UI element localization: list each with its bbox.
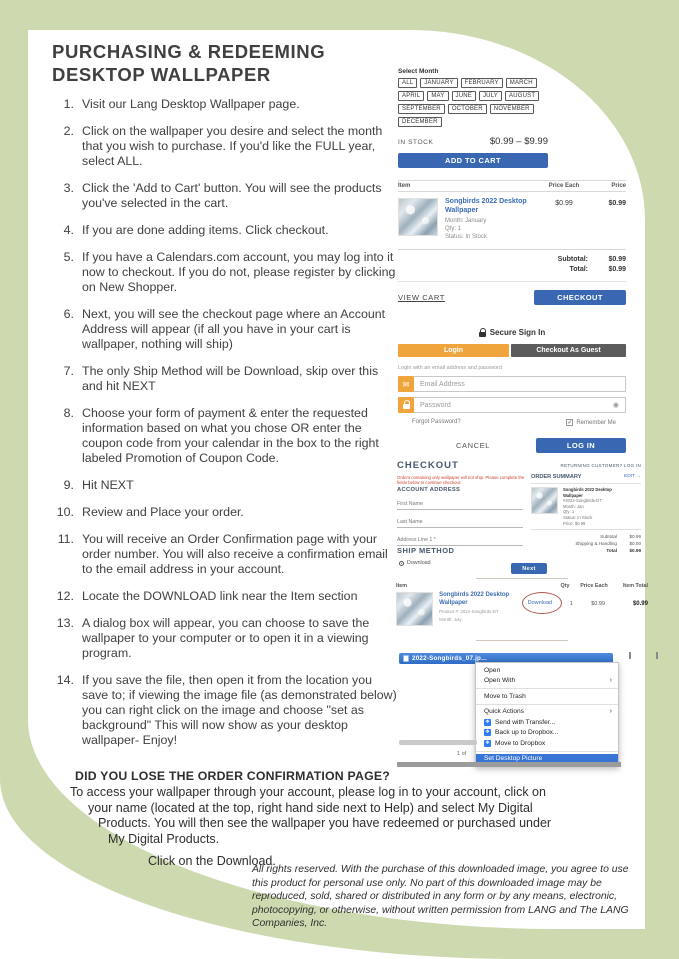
cart-header-item: Item [398, 183, 411, 189]
order-summary-label: ORDER SUMMARY [531, 474, 582, 480]
column-mark [629, 652, 631, 659]
divider [531, 529, 641, 530]
cart-item-info [438, 198, 540, 241]
step-text: A dialog box will appear, you can choose to save the wallpaper to your computer or to open it in a viewing program. [82, 616, 370, 660]
step-9 [52, 478, 399, 493]
step-10 [52, 505, 399, 520]
menu-item-label: Send with Transfer... [495, 718, 556, 726]
forgot-remember-row [398, 419, 626, 426]
legal-text: All rights reserved. With the purchase of this downloaded image, you agree to use this product for personal use only. No part of this downloaded image may be reproduced, sold, shared or distributed in any form or by any means, electronic, photocopying, or otherwise, without written permission from LANG and The LANG Companies, Inc. [252, 864, 629, 929]
order-download-widget [396, 578, 648, 641]
file-icon [403, 655, 409, 662]
order-header-item: Item [396, 583, 408, 589]
summary-subtotal-label: Subtotal [600, 534, 617, 540]
step-text: Next, you will see the checkout page where an Account Address will appear (if all you have in your cart is wallpaper, nothing will ship) [82, 307, 386, 351]
remember-me [566, 419, 616, 426]
instructions-column [52, 40, 399, 760]
month-button-september[interactable]: SEPTEMBER [398, 104, 445, 114]
password-field[interactable] [414, 397, 626, 413]
download-radio-label: Download [407, 560, 431, 566]
month-button-july[interactable]: JULY [479, 91, 502, 101]
product-thumbnail [396, 592, 433, 626]
step-text: Review and Place your order. [82, 505, 244, 519]
menu-item-quick-actions[interactable] [476, 707, 618, 718]
account-address-label: ACCOUNT ADDRESS [397, 487, 461, 493]
month-button-january[interactable]: JANUARY [420, 78, 457, 88]
menu-separator [476, 751, 618, 752]
signin-helper-text: Login with an email address and password [398, 365, 502, 371]
step-number: 2. [63, 124, 74, 138]
month-button-november[interactable]: NOVEMBER [490, 104, 534, 114]
download-link[interactable]: Download [527, 600, 553, 606]
month-button-october[interactable]: OCTOBER [448, 104, 487, 114]
menu-item-label: Open [484, 666, 501, 674]
product-thumbnail [398, 198, 438, 236]
product-name-link[interactable]: Songbirds 2022 Desktop Wallpaper [445, 198, 527, 214]
summary-total-value: $0.99 [629, 548, 641, 554]
step-number: 4. [63, 223, 74, 237]
download-cell [519, 592, 562, 626]
horizontal-scrollbar[interactable] [399, 740, 477, 745]
secure-signin-header [398, 328, 626, 337]
window-bottom-bar [397, 762, 621, 767]
step-number: 10. [56, 505, 74, 519]
month-button-august[interactable]: AUGUST [505, 91, 539, 101]
order-qty: 1 [569, 601, 573, 607]
product-name-link[interactable]: Songbirds 2022 Desktop Wallpaper [439, 592, 510, 606]
summary-total-label: Total [606, 548, 617, 554]
summary-qty: Qty: 1 [563, 509, 575, 515]
summary-subtotal-value: $0.99 [629, 534, 641, 540]
price-range: $0.99 – $9.99 [489, 136, 548, 147]
step-number: 9. [63, 478, 74, 492]
divider [531, 483, 641, 484]
cart-footer [398, 281, 626, 305]
total-label: Total: [569, 266, 588, 273]
menu-item-open-with[interactable] [476, 676, 618, 687]
ship-method-option [399, 560, 431, 566]
product-month: Month: January [445, 218, 487, 224]
step-12 [52, 589, 399, 604]
cart-item-row [398, 192, 626, 249]
login-button[interactable]: LOG IN [536, 438, 626, 453]
month-button-may[interactable]: MAY [427, 91, 448, 101]
lost-line1: To access your wallpaper through your account, please log in to your account, click on [70, 785, 546, 799]
menu-item-move-to-trash[interactable] [476, 691, 618, 702]
product-thumbnail [531, 487, 558, 514]
summary-shipping-value: $0.00 [629, 541, 641, 547]
month-button-march[interactable]: MARCH [506, 78, 537, 88]
step-number: 8. [63, 406, 74, 420]
address-line1-placeholder: Address Line 1 * [397, 537, 436, 543]
lost-heading: DID YOU LOSE THE ORDER CONFIRMATION PAGE? [75, 769, 390, 783]
show-password-icon[interactable]: ◉ [612, 402, 619, 409]
first-name-placeholder: First Name [397, 501, 423, 507]
stock-price-row [398, 136, 548, 147]
total-value: $0.99 [608, 266, 626, 273]
step-text: Hit NEXT [82, 478, 134, 492]
order-price-each: $0.99 [591, 601, 605, 607]
lost-line3: Products. You will then see the wallpaper you have redeemed or purchased under [98, 816, 552, 830]
step-number: 11. [57, 532, 74, 546]
cart-price-each: $0.99 [555, 200, 573, 207]
step-13 [52, 616, 399, 661]
month-button-december[interactable]: DECEMBER [398, 117, 442, 127]
menu-item-label: Set Desktop Picture [484, 755, 543, 763]
summary-subtotal-row [531, 533, 641, 540]
lost-line4: My Digital Products. [108, 831, 220, 846]
step-text: Visit our Lang Desktop Wallpaper page. [82, 97, 300, 111]
email-field[interactable] [414, 376, 626, 392]
summary-name-line1: Songbirds 2022 Desktop [563, 487, 612, 492]
menu-item-open[interactable] [476, 665, 618, 676]
checkout-button[interactable]: CHECKOUT [534, 290, 626, 305]
divider [476, 640, 568, 641]
product-status: Status: In Stock [445, 234, 488, 240]
dropbox-icon: ❖ [485, 739, 490, 746]
step-11 [52, 532, 399, 577]
cart-price: $0.99 [608, 200, 626, 207]
order-header-price-each: Price Each [580, 583, 608, 589]
file-name: 2022-Songbirds_07.jp... [412, 655, 487, 662]
order-item-info [433, 592, 518, 626]
summary-total-row [531, 547, 641, 554]
checkout-note: Orders containing only wallpaper will not ship. Please complete the fields below to continue checkout. [397, 475, 525, 486]
step-number: 3. [63, 181, 74, 195]
cancel-button[interactable]: CANCEL [456, 441, 491, 450]
step-8 [52, 406, 399, 466]
divider [476, 578, 568, 579]
subtotal-label: Subtotal: [557, 256, 588, 263]
step-text: Click the 'Add to Cart' button. You will see the products you've selected in the cart. [82, 181, 382, 210]
menu-item-back-up-to-dropbox[interactable] [476, 728, 618, 739]
step-text: Click on the wallpaper you desire and select the month that you wish to purchase. If you'd like the FULL year, select ALL. [82, 124, 383, 168]
lost-cta: Click on the Download. [148, 854, 276, 868]
summary-name-line2: Wallpaper [563, 492, 583, 498]
page-title [52, 40, 399, 86]
step-7 [52, 364, 399, 394]
step-1 [52, 97, 399, 112]
context-menu [475, 662, 619, 767]
product-month-widget [398, 68, 562, 168]
checkout-widget [397, 460, 641, 578]
order-summary-lines [558, 487, 612, 526]
month-button-april[interactable]: APRIL [398, 91, 424, 101]
step-number: 14. [56, 673, 74, 687]
menu-separator [476, 688, 618, 689]
step-5 [52, 250, 399, 295]
lost-line2: your name (located at the top, right hand side next to Help) and select My Digital [88, 800, 533, 815]
download-radio[interactable] [399, 561, 404, 566]
cart-widget [398, 180, 626, 305]
step-14 [52, 673, 399, 748]
file-count: 1 of [457, 751, 467, 757]
product-month: Month: July [439, 617, 462, 622]
page-title-line2: DESKTOP WALLPAPER [52, 64, 271, 85]
password-lock-icon [398, 397, 414, 413]
submenu-arrow-icon: › [609, 708, 612, 716]
dropbox-icon: ❖ [485, 718, 490, 725]
returning-customer-link[interactable]: RETURNING CUSTOMER? LOG IN [560, 463, 641, 468]
finder-widget [397, 650, 663, 768]
remember-me-label: Remember Me [576, 419, 616, 426]
submenu-arrow-icon: › [609, 677, 612, 685]
menu-separator [476, 704, 618, 705]
step-text: Choose your form of payment & enter the requested information based on what you chose OR enter the coupon code from your calendar in the box to the right labeled Promotion of Coupon Code. [82, 406, 379, 465]
forgot-password-link[interactable]: Forgot Password? [412, 419, 461, 425]
order-header-item-total: Item Total [622, 583, 648, 589]
stock-status: IN STOCK [398, 139, 434, 146]
summary-month: Month: Jan [563, 503, 584, 509]
signin-tabs [398, 344, 626, 357]
order-header-row [396, 583, 648, 589]
add-to-cart-button[interactable]: ADD TO CART [398, 153, 548, 168]
summary-status: Status: In Stock [563, 514, 593, 520]
subtotal-row [398, 255, 626, 265]
ship-method-label: SHIP METHOD [397, 546, 455, 555]
product-number: Product #: 2022-Songbirds-DT [439, 609, 499, 614]
order-summary-product [531, 487, 641, 526]
column-mark [656, 652, 658, 659]
secure-signin-title: Secure Sign In [489, 328, 546, 337]
select-month-label: Select Month [398, 68, 439, 75]
month-button-june[interactable]: JUNE [452, 91, 476, 101]
order-summary-header [531, 474, 641, 480]
menu-item-label: Move to Dropbox [495, 739, 546, 747]
order-header-qty: Qty [560, 583, 570, 589]
summary-price: Price: $0.99 [563, 520, 586, 526]
step-number: 7. [63, 364, 74, 378]
signin-footer [398, 438, 626, 453]
first-name-field[interactable] [397, 497, 523, 510]
step-number: 13. [56, 616, 74, 630]
menu-item-label: Open With [484, 677, 516, 685]
step-text: If you are done adding items. Click checkout. [82, 223, 329, 237]
next-button[interactable]: Next [511, 563, 547, 574]
step-number: 1. [63, 97, 74, 111]
menu-item-label: Quick Actions [484, 708, 524, 716]
month-button-group [398, 78, 562, 127]
product-qty: Qty: 1 [445, 226, 462, 232]
summary-shipping-label: Shipping & Handling [575, 541, 617, 547]
view-cart-link[interactable]: VIEW CART [398, 293, 445, 302]
step-4 [52, 223, 399, 238]
summary-product-no: #2022-Songbirds-DT [563, 498, 602, 504]
step-6 [52, 307, 399, 352]
month-button-all[interactable]: ALL [398, 78, 417, 88]
email-placeholder: Email Address [420, 380, 465, 388]
signin-widget [398, 328, 626, 453]
last-name-placeholder: Last Name [397, 519, 423, 525]
step-text: If you save the file, then open it from the location you save to; if viewing the image file (as demonstrated below) you can right click on the image and choose "set as background" This will now show as your desktop wallpaper- Enjoy! [82, 673, 397, 747]
highlight-circle [522, 592, 562, 614]
step-text: The only Ship Method will be Download, skip over this and hit NEXT [82, 364, 379, 393]
summary-shipping-row [531, 540, 641, 547]
menu-item-move-to-dropbox[interactable] [476, 738, 618, 749]
password-input-row [398, 397, 626, 413]
order-item-total: $0.99 [632, 601, 648, 607]
step-3 [52, 181, 399, 211]
month-button-february[interactable]: FEBRUARY [461, 78, 503, 88]
tab-login[interactable]: Login [398, 344, 509, 357]
edit-link[interactable]: EDIT → [624, 474, 641, 479]
cart-header-row [398, 180, 626, 192]
subtotal-value: $0.99 [608, 256, 626, 263]
order-summary [531, 474, 641, 554]
menu-item-label: Back up to Dropbox... [495, 729, 559, 737]
step-number: 12. [56, 589, 74, 603]
cart-header-price-each: Price Each [548, 183, 580, 189]
password-placeholder: Password [420, 401, 451, 409]
menu-item-send-with-transfer[interactable] [476, 717, 618, 728]
tab-checkout-as-guest[interactable]: Checkout As Guest [511, 344, 626, 357]
remember-me-checkbox[interactable]: ✓ [567, 420, 573, 426]
step-2 [52, 124, 399, 169]
step-text: If you have a Calendars.com account, you may log into it now to checkout. If you do not, please register by clicking on New Shopper. [82, 250, 396, 294]
step-number: 5. [63, 250, 74, 264]
last-name-field[interactable] [397, 515, 523, 528]
step-text: You will receive an Order Confirmation page with your order number. You will also receive a confirmation email to the email address in your account. [82, 532, 388, 576]
cart-header-price: Price [611, 183, 626, 189]
email-icon: ✉ [398, 376, 414, 392]
step-number: 6. [63, 307, 74, 321]
email-input-row [398, 376, 626, 392]
order-item-row [396, 592, 648, 626]
total-row [398, 265, 626, 275]
lost-confirmation-section [70, 769, 650, 868]
checkout-title: CHECKOUT [397, 460, 459, 471]
step-text: Locate the DOWNLOAD link near the Item section [82, 589, 358, 603]
address-line1-field[interactable] [397, 533, 523, 546]
lock-icon [479, 332, 486, 337]
menu-item-label: Move to Trash [484, 692, 526, 700]
dropbox-icon: ❖ [485, 729, 490, 736]
page-title-line1: PURCHASING & REDEEMING [52, 41, 326, 62]
